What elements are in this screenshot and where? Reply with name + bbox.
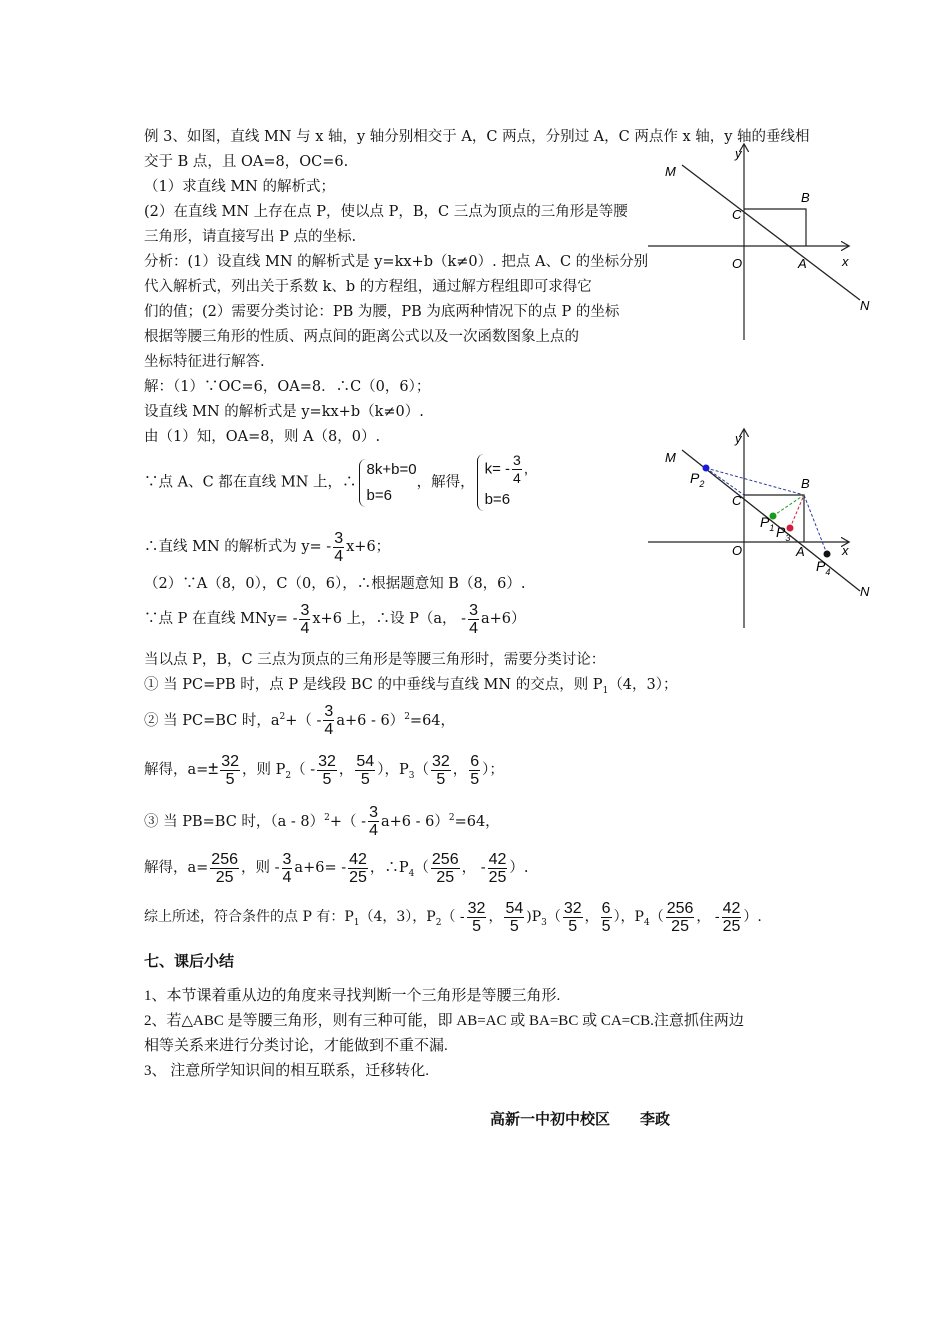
analysis-line: 们的值；(2）需要分类讨论：PB 为腰，PB 为底两种情况下的点 P 的坐标 [144,304,620,320]
problem-line-2: 交于 B 点，且 OA=8，OC=6. [144,154,349,170]
summary-item: 2、若△ABC 是等腰三角形，则有三种可能，即 AB=AC 或 BA=BC 或 CA=CB.注意抓住两边 [144,1013,744,1029]
analysis-line: 坐标特征进行解答. [144,354,265,370]
case-2-result: 解得，a=± $\frac{32}{5}$ ，则 $P_2$（ - $\frac{32}{5}$ ， $\frac{54}{5}$ ），$P_3$（ $\frac{32}{5}$ ， $\frac{6}{5}$ ）； [144,752,504,788]
analysis-line: 分析：(1）设直线 MN 的解析式是 y=kx+b（k≠0）. 把点 A、C 的坐标分别 [144,254,649,270]
label-x: x [842,543,849,558]
equation-system: 8k+b=0 b=6 [357,457,417,509]
dashed-p4-b [804,495,827,554]
label-p3: $P_3$ [776,524,791,543]
point-p4 [824,551,831,558]
label-m: M [665,450,676,465]
summary-item: 相等关系来进行分类讨论，才能做到不重不漏. [144,1038,448,1054]
line-mn [682,165,860,300]
analysis-line: 根据等腰三角形的性质、两点间的距离公式以及一次函数图象上点的 [144,329,579,345]
case-3: ③ 当 PB=BC 时，（a - 8）$^2$+（ - $\frac{3}{4}$ a+6 - 6）$^2$=64， [144,804,500,840]
dashed-p2-b [706,468,804,495]
label-o: O [732,256,743,271]
label-y: y [735,431,742,446]
case-1: ① 当 PC=PB 时，点 P 是线段 BC 的中垂线与直线 MN 的交点，则 $P_1(4$，3）； [144,677,678,696]
summary-item: 3、 注意所学知识间的相互联系，迁移转化. [144,1063,430,1079]
dashed-p2-c [706,468,744,495]
question-2b: 三角形，请直接写出 P 点的坐标. [144,229,357,245]
label-c: C [732,493,742,508]
point-p2 [703,465,710,472]
label-a: A [796,544,805,559]
label-b: B [801,476,810,491]
question-2a: (2）在直线 MN 上存在点 P，使以点 P，B，C 三点为顶点的三角形是等腰 [144,204,628,220]
perpendicular-lines [744,209,806,246]
label-y: y [735,146,742,161]
figure-1 [648,140,883,345]
solution-line-6: （2）∵A（8，0），C（0，6），∴根据题意知 B（8，6）. [144,576,526,592]
figure-2 [648,425,883,630]
line-mn [682,450,860,591]
label-n: N [860,584,870,599]
solution-line-3: 由（1）知，OA=8，则 A（8，0）. [144,429,381,445]
solution-line-4: ∵点 A、C 都在直线 MN 上，∴ 8k+b=0 b=6 ，解得， k= - $\frac{3}{4}$ , b=6 [144,452,528,513]
section-title: 七、课后小结 [144,952,235,970]
label-p4: $P_4$ [816,558,831,577]
label-n: N [860,298,870,313]
case-2: ② 当 PC=BC 时，$a^2+$（ - $\frac{3}{4}$ a+6 - 6）$^2$=64， [144,703,456,739]
solution-line-2: 设直线 MN 的解析式是 y=kx+b（k≠0）. [144,404,424,420]
dashed-p1-b [773,495,804,516]
problem-line-1: 例 3、如图，直线 MN 与 x 轴，y 轴分别相交于 A，C 两点，分别过 A，C 两点作 x 轴，y 轴的垂线相 [144,129,810,145]
label-p1: $P_1$ [760,514,775,533]
case-3-result: 解得，a= $\frac{256}{25}$ ，则 - $\frac{3}{4}$ a+6= - $\frac{42}{25}$ ，$\therefore P_4$（ $\frac{256}{25}$ ， - $\frac{42}{25}$ ）. [144,850,529,886]
conclusion-line: 综上所述，符合条件的点 P 有：$P_1(4$，3），$P_2$（ - $\frac{32}{5}$ ， $\frac{54}{5}$ )$P_3$（ $\frac{32}{5}$ ， $\frac{6}{5}$ ），$P_4$（ $\frac{256}{25}$ ， - $\frac{42}{25}$ ）. [144,899,762,935]
dashed-p3-b [790,495,804,528]
solution-line-1: 解：（1）∵OC=6，OA=8．∴C（0，6）； [144,379,431,395]
solution-system: k= - $\frac{3}{4}$ , b=6 [475,452,528,513]
label-o: O [732,543,743,558]
label-p2: $P_2$ [690,470,705,489]
label-b: B [801,190,810,205]
solution-line-5: ∴直线 MN 的解析式为 y= - $\frac{3}{4}$ x+6； [144,529,391,565]
point-p1 [770,513,777,520]
label-m: M [665,164,676,179]
label-c: C [732,207,742,222]
summary-item: 1、本节课着重从边的角度来寻找判断一个三角形是等腰三角形. [144,988,561,1004]
solution-line-7: ∵点 P 在直线 MNy= - $\frac{3}{4}$ x+6 上，∴设 P（a， - $\frac{3}{4}$ a+6） [144,601,526,637]
solution-line-8: 当以点 P，B，C 三点为顶点的三角形是等腰三角形时，需要分类讨论： [144,652,606,668]
point-p3 [787,525,794,532]
question-1: （1）求直线 MN 的解析式； [144,179,335,195]
analysis-line: 代入解析式，列出关于系数 k、b 的方程组，通过解方程组即可求得它 [144,279,592,295]
label-x: x [842,254,849,269]
label-a: A [798,256,807,271]
signature: 高新一中初中校区 李政 [490,1110,671,1128]
